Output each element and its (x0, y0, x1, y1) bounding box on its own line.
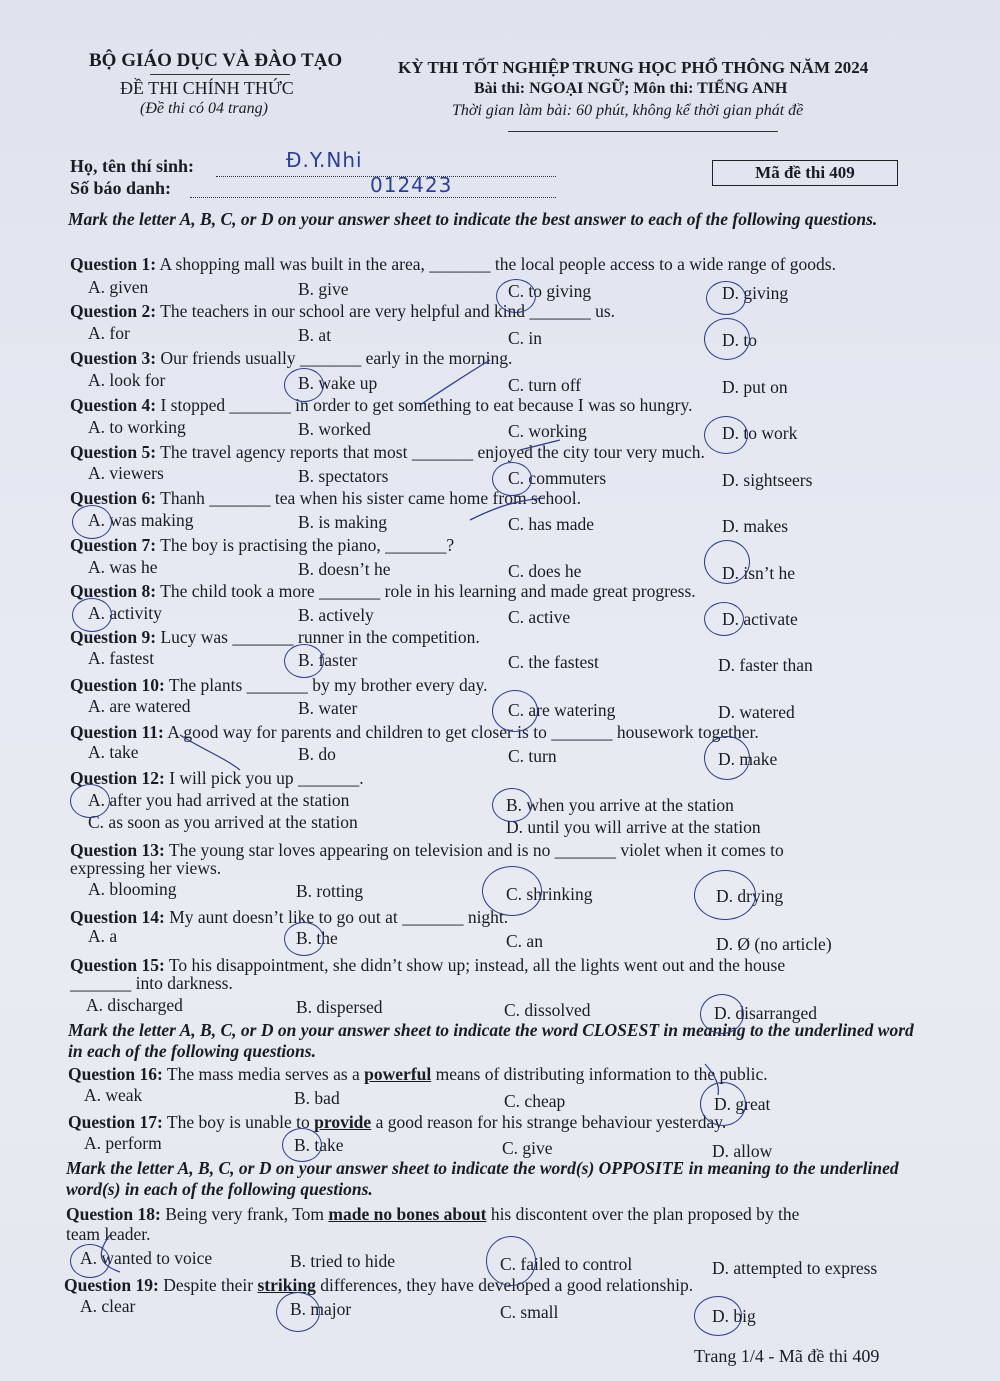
question-text: by my brother every day. (307, 675, 488, 695)
option-a[interactable]: A. given (88, 277, 149, 297)
question-text: Thanh (160, 488, 210, 508)
answer-circle (486, 1236, 536, 1286)
option-d[interactable]: D. attempted to express (712, 1258, 878, 1278)
name-label: Họ, tên thí sinh: (70, 156, 195, 176)
question-text: Lucy was (160, 627, 233, 647)
answer-circle (704, 736, 750, 780)
question-blank: _______ (298, 768, 360, 788)
option-d[interactable]: D. drying (716, 886, 784, 906)
option-d[interactable]: D. giving (722, 283, 789, 303)
option-d[interactable]: D. make (718, 749, 778, 769)
question-text: the local people access to a wide range of goods. (490, 254, 836, 274)
question-blank: _______ (554, 840, 617, 860)
instructions-part2: Mark the letter A, B, C, or D on your answer sheet to indicate the word CLOSEST in meaning to the underlined word in each of the following questions. (68, 1020, 914, 1061)
option-b[interactable]: B. worked (298, 419, 371, 439)
question-text: The mass media serves as a (166, 1064, 365, 1084)
option-b[interactable]: B. spectators (298, 466, 389, 486)
option-d[interactable]: D. allow (712, 1141, 773, 1161)
question-label: Question 3: (70, 348, 157, 368)
option-a[interactable]: A. was he (88, 557, 158, 577)
question-17 (68, 1112, 726, 1133)
answer-circle (706, 281, 746, 315)
option-c[interactable]: C. give (502, 1138, 553, 1158)
handwritten-name: Đ.Y.Nhi (286, 148, 363, 172)
question-label: Question 1: (70, 254, 157, 274)
option-a[interactable]: A. blooming (88, 879, 177, 899)
question-9 (70, 627, 480, 648)
option-d[interactable]: D. isn’t he (722, 563, 796, 583)
option-c[interactable]: C. commuters (508, 468, 607, 488)
answer-circle (704, 318, 750, 360)
question-label: Question 9: (70, 627, 157, 647)
question-text: . (359, 768, 364, 788)
option-c[interactable]: C. turn off (508, 375, 582, 395)
answer-circle (492, 690, 538, 732)
answer-circle (694, 870, 756, 920)
option-b[interactable]: B. is making (298, 512, 387, 532)
question-label: Question 16: (68, 1064, 163, 1084)
option-a[interactable]: A. a (88, 926, 118, 946)
question-text: night. (463, 907, 509, 927)
question-text: into darkness. (131, 973, 233, 993)
option-d[interactable]: D. watered (718, 702, 795, 722)
ministry-underline (150, 74, 290, 75)
option-a[interactable]: A. clear (80, 1296, 136, 1316)
option-b[interactable]: B. wake up (298, 373, 378, 393)
question-label: Question 15: (70, 955, 165, 975)
question-11 (70, 722, 759, 743)
option-d[interactable]: D. faster than (718, 655, 813, 675)
answer-circle (284, 922, 324, 956)
option-c[interactable]: C. are watering (508, 700, 616, 720)
option-d[interactable]: D. put on (722, 377, 788, 397)
question-text: means of distributing information to the public. (431, 1064, 768, 1084)
question-blank: _______ (299, 348, 362, 368)
option-c[interactable]: C. does he (508, 561, 582, 581)
question-label: Question 4: (70, 395, 157, 415)
question-text: A shopping mall was built in the area, (159, 254, 430, 274)
question-text: ? (446, 535, 455, 555)
question-blank: _______ (529, 301, 591, 321)
option-b[interactable]: B. water (298, 698, 358, 718)
question-text: Our friends usually (160, 348, 300, 368)
question-blank: _______ (385, 535, 447, 555)
option-a[interactable]: A. look for (88, 370, 166, 390)
question-text: runner in the competition. (293, 627, 480, 647)
option-c[interactable]: C. an (506, 931, 543, 951)
question-label: Question 17: (68, 1112, 163, 1132)
answer-circle (496, 279, 536, 313)
option-a[interactable]: A. perform (84, 1133, 162, 1153)
option-c[interactable]: C. working (508, 421, 587, 441)
option-a[interactable]: A. to working (88, 417, 186, 437)
answer-circle (704, 416, 748, 454)
question-3 (70, 348, 512, 369)
question-text: The boy is unable to (166, 1112, 315, 1132)
question-text: The boy is practising the piano, (160, 535, 386, 555)
option-b[interactable]: B. tried to hide (290, 1251, 395, 1271)
question-text: To his disappointment, she didn’t show up; instead, all the lights went out and the house (168, 955, 786, 975)
option-b[interactable]: B. dispersed (296, 997, 383, 1017)
time-line: Thời gian làm bài: 60 phút, không kể thời gian phát đề (452, 102, 804, 119)
question-1 (70, 254, 836, 275)
answer-circle (276, 1292, 320, 1332)
question-text: early in the morning. (361, 348, 513, 368)
question-blank: _______ (229, 395, 291, 415)
question-label: Question 5: (70, 442, 157, 462)
option-a[interactable]: A. weak (84, 1085, 143, 1105)
option-d[interactable]: D. sightseers (722, 470, 813, 490)
handwritten-id: 012423 (370, 173, 453, 197)
answer-circle (492, 788, 532, 822)
option-c[interactable]: C. has made (508, 514, 595, 534)
question-text: role in his learning and made great progress. (380, 581, 696, 601)
option-a[interactable]: A. take (88, 742, 139, 762)
question-label: Question 12: (70, 768, 165, 788)
pages-note: (Đề thi có 04 trang) (140, 100, 268, 117)
question-14 (70, 907, 508, 928)
answer-circle (70, 784, 110, 818)
question-blank: _______ (402, 907, 464, 927)
question-label: Question 11: (70, 722, 164, 742)
question-text: housework together. (612, 722, 759, 742)
option-b[interactable]: B. the (296, 928, 338, 948)
instructions-part3: Mark the letter A, B, C, or D on your answer sheet to indicate the word(s) OPPOSITE in meaning to the underlined word(s) in each of the following questions. (66, 1158, 899, 1199)
option-b[interactable]: B. when you arrive at the station (506, 795, 734, 815)
option-c[interactable]: C. in (508, 328, 543, 348)
option-b[interactable]: B. do (298, 744, 336, 764)
option-c[interactable]: C. failed to control (500, 1254, 633, 1274)
answer-circle (284, 368, 324, 402)
question-text: his discontent over the plan proposed by the (486, 1204, 800, 1224)
answer-circle (72, 598, 112, 632)
option-c[interactable]: C. to giving (508, 281, 592, 301)
option-a[interactable]: A. are watered (88, 696, 191, 716)
option-b[interactable]: B. at (298, 325, 332, 345)
id-label: Số báo danh: (70, 178, 172, 198)
question-8 (70, 581, 696, 602)
option-a[interactable]: A. activity (88, 603, 162, 623)
option-a[interactable]: A. after you had arrived at the station (88, 790, 350, 810)
question-text: A good way for parents and children to get closer is to (167, 722, 552, 742)
option-a[interactable]: A. discharged (86, 995, 183, 1015)
option-d[interactable]: D. to work (722, 423, 798, 443)
option-c[interactable]: C. cheap (504, 1091, 566, 1111)
option-b[interactable]: B. take (294, 1135, 344, 1155)
question-18 (66, 1204, 799, 1225)
option-c[interactable]: C. the fastest (508, 652, 599, 672)
question-blank: _______ (319, 581, 381, 601)
answer-circle (704, 540, 750, 584)
question-16 (68, 1064, 768, 1085)
question-text: in order to get something to eat because I was so hungry. (290, 395, 693, 415)
question-blank: _______ (246, 675, 308, 695)
answer-circle (70, 1244, 110, 1278)
question-text: us. (590, 301, 615, 321)
option-c[interactable]: C. shrinking (506, 884, 593, 904)
question-19 (64, 1275, 693, 1296)
answer-circle (492, 462, 532, 496)
underlined-phrase: made no bones about (328, 1204, 487, 1224)
option-b[interactable]: B. doesn’t he (298, 559, 391, 579)
answer-circle (704, 602, 744, 636)
question-5 (70, 442, 705, 463)
question-blank: _______ (232, 627, 294, 647)
answer-circle (284, 644, 324, 678)
option-c[interactable]: C. dissolved (504, 1000, 591, 1020)
option-a[interactable]: A. wanted to voice (80, 1248, 213, 1268)
question-blank: _______ (70, 973, 132, 993)
question-10 (70, 675, 488, 696)
id-dotted-line (190, 197, 556, 198)
option-b[interactable]: B. give (298, 279, 349, 299)
header-rule (508, 131, 778, 132)
option-d[interactable]: D. to (722, 330, 757, 350)
question-label: Question 2: (70, 301, 157, 321)
question-label: Question 7: (70, 535, 157, 555)
option-a[interactable]: A. viewers (88, 463, 164, 483)
answer-circle (282, 1128, 322, 1162)
question-label: Question 6: (70, 488, 157, 508)
option-a[interactable]: A. was making (88, 510, 194, 530)
option-d[interactable]: D. activate (722, 609, 798, 629)
question-text: tea when his sister came home from school. (270, 488, 582, 508)
option-d[interactable]: D. makes (722, 516, 789, 536)
underlined-word: striking (257, 1275, 316, 1295)
question-label: Question 19: (64, 1275, 159, 1295)
option-b[interactable]: B. faster (298, 650, 358, 670)
option-d[interactable]: D. big (712, 1306, 756, 1326)
question-blank: _______ (411, 442, 474, 462)
question-text: My aunt doesn’t like to go out at (169, 907, 403, 927)
exam-title: KỲ THI TỐT NGHIỆP TRUNG HỌC PHỔ THÔNG NĂM 2024 (398, 58, 869, 77)
subject-line: Bài thi: NGOẠI NGỮ; Môn thi: TIẾNG ANH (474, 80, 788, 97)
question-15-continued (70, 973, 233, 994)
answer-circle (482, 866, 542, 916)
underlined-word: provide (314, 1112, 372, 1132)
option-b[interactable]: B. rotting (296, 881, 364, 901)
question-text: enjoyed the city tour very much. (473, 442, 705, 462)
option-b[interactable]: B. bad (294, 1088, 340, 1108)
question-label: Question 18: (66, 1204, 161, 1224)
answer-circle (700, 1082, 746, 1126)
question-12 (70, 768, 364, 789)
option-a[interactable]: A. for (88, 323, 130, 343)
exam-type: ĐỀ THI CHÍNH THỨC (120, 78, 294, 98)
question-13-continued: expressing her views. (70, 858, 222, 878)
question-label: Question 10: (70, 675, 165, 695)
option-d[interactable]: D. until you will arrive at the station (506, 817, 761, 837)
question-7 (70, 535, 454, 556)
question-text: The teachers in our school are very helpful and kind (160, 301, 530, 321)
question-text: The travel agency reports that most (160, 442, 412, 462)
option-c[interactable]: C. as soon as you arrived at the station (88, 812, 358, 832)
question-text: Being very frank, Tom (165, 1204, 329, 1224)
page-footer: Trang 1/4 - Mã đề thi 409 (694, 1346, 880, 1366)
option-d[interactable]: D. disarranged (714, 1003, 818, 1023)
underlined-word: powerful (364, 1064, 432, 1084)
exam-code-box: Mã đề thi 409 (712, 160, 898, 186)
option-b[interactable]: B. major (290, 1299, 352, 1319)
question-label: Question 8: (70, 581, 157, 601)
question-text: The young star loves appearing on television and is no (168, 840, 555, 860)
question-text: The plants (168, 675, 247, 695)
option-c[interactable]: C. active (508, 607, 571, 627)
question-18-continued: team leader. (66, 1224, 151, 1244)
instructions-part1: Mark the letter A, B, C, or D on your answer sheet to indicate the best answer to each of the following questions. (68, 209, 878, 229)
answer-circle (72, 505, 112, 539)
question-text: differences, they have developed a good relationship. (315, 1275, 694, 1295)
question-text: I stopped (160, 395, 230, 415)
option-a[interactable]: A. fastest (88, 648, 155, 668)
question-blank: _______ (429, 254, 491, 274)
question-label: Question 14: (70, 907, 165, 927)
option-d[interactable]: D. great (714, 1094, 771, 1114)
option-b[interactable]: B. actively (298, 605, 374, 625)
question-4 (70, 395, 692, 416)
option-c[interactable]: C. small (500, 1302, 559, 1322)
question-text: The child took a more (160, 581, 320, 601)
question-blank: _______ (551, 722, 613, 742)
question-text: I will pick you up (169, 768, 298, 788)
option-d[interactable]: D. Ø (no article) (716, 934, 832, 954)
question-text: Despite their (163, 1275, 258, 1295)
answer-circle (694, 1296, 742, 1336)
ministry-name: BỘ GIÁO DỤC VÀ ĐÀO TẠO (89, 50, 343, 71)
question-blank: _______ (209, 488, 271, 508)
question-text: violet when it comes to (616, 840, 784, 860)
answer-circle (700, 994, 744, 1034)
question-text: a good reason for his strange behaviour yesterday. (371, 1112, 727, 1132)
question-label: Question 13: (70, 840, 165, 860)
option-c[interactable]: C. turn (508, 746, 557, 766)
